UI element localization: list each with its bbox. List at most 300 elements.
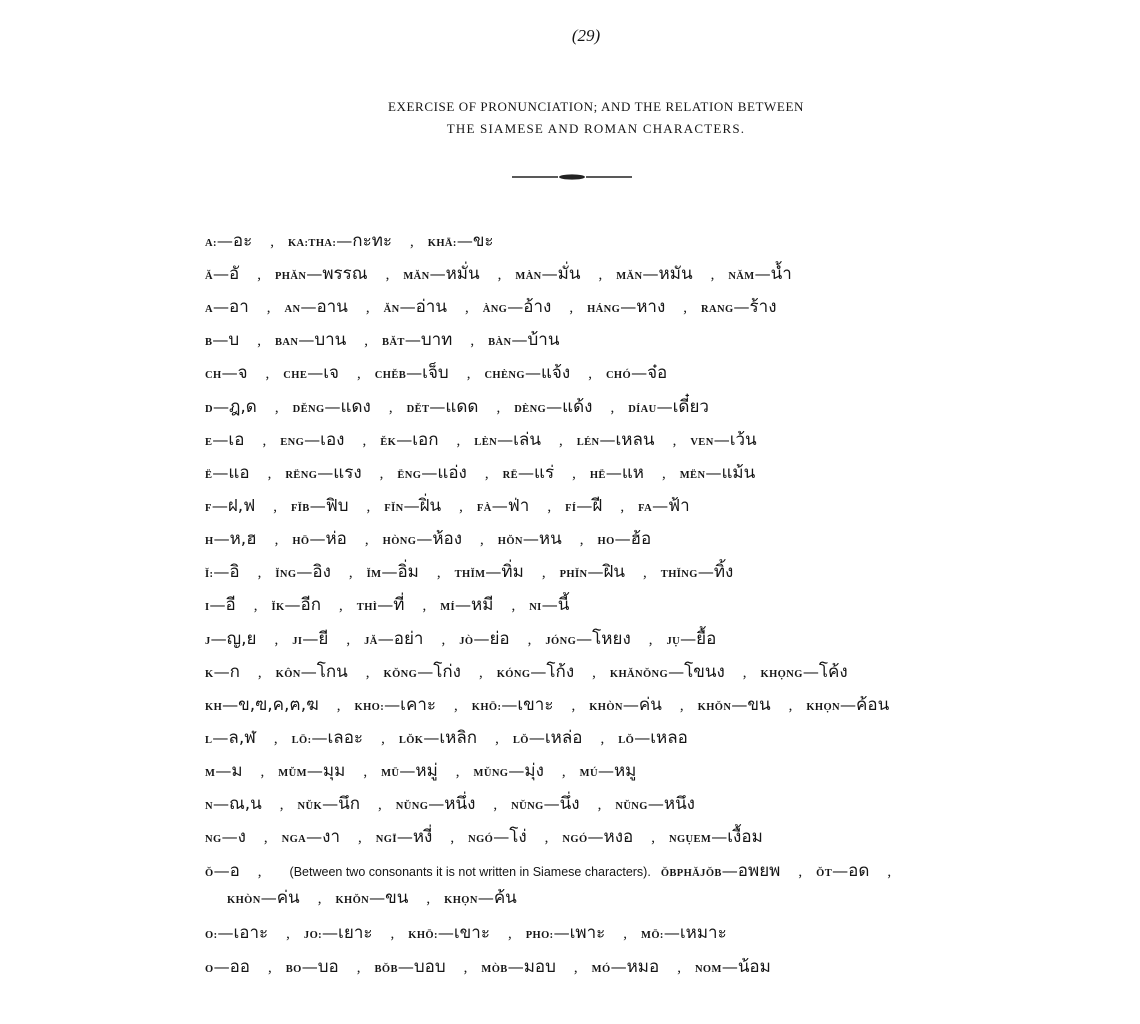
- pronunciation-row: [205, 657, 856, 687]
- siamese-spelling: ม: [231, 761, 243, 781]
- roman-spelling: AN: [284, 304, 301, 315]
- siamese-spelling: อี: [225, 595, 236, 615]
- em-dash: —: [211, 496, 228, 515]
- entry: [526, 918, 606, 951]
- roman-spelling: ĂN: [383, 304, 400, 315]
- comma-separator: ,: [588, 366, 592, 382]
- siamese-spelling: ค่น: [638, 695, 662, 715]
- comma-separator: ,: [270, 234, 274, 250]
- roman-spelling: K: [205, 669, 214, 680]
- entry: [514, 392, 592, 425]
- siamese-spelling: พรรณ: [322, 264, 368, 284]
- roman-spelling: FĬN: [384, 503, 404, 514]
- em-dash: —: [301, 957, 318, 976]
- em-dash: —: [221, 827, 238, 846]
- siamese-spelling: เหมาะ: [679, 923, 727, 943]
- entry: [701, 292, 777, 325]
- em-dash: —: [309, 496, 326, 515]
- siamese-spelling: ทิ้ง: [713, 562, 734, 582]
- roman-spelling: E: [205, 437, 213, 448]
- roman-spelling: D: [205, 404, 213, 415]
- siamese-spelling: อีก: [300, 595, 322, 615]
- roman-spelling: ËNG: [397, 470, 422, 481]
- roman-spelling: ĬNG: [275, 569, 297, 580]
- siamese-spelling: ยื้อ: [696, 629, 717, 649]
- comma-separator: ,: [357, 366, 361, 382]
- em-dash: —: [377, 595, 394, 614]
- entry: [205, 259, 239, 292]
- em-dash: —: [397, 957, 414, 976]
- comma-separator: ,: [441, 632, 446, 648]
- roman-spelling: N: [205, 801, 213, 812]
- pronunciation-row: [205, 358, 675, 388]
- entry: [288, 226, 392, 259]
- siamese-spelling: ล,ฬ: [228, 728, 256, 748]
- siamese-spelling: เงื้อม: [727, 827, 763, 847]
- entry: [205, 392, 257, 425]
- entry: [367, 557, 419, 590]
- entry: [205, 425, 244, 458]
- entry: [275, 325, 346, 358]
- em-dash: —: [421, 463, 438, 482]
- comma-separator: ,: [253, 598, 258, 614]
- entry: [638, 491, 690, 524]
- siamese-spelling: ฟ่า: [507, 496, 530, 516]
- siamese-spelling: แอ: [228, 463, 250, 483]
- pronunciation-row: [205, 756, 644, 786]
- em-dash: —: [642, 264, 659, 283]
- comma-separator: ,: [887, 864, 892, 880]
- em-dash: —: [599, 430, 616, 449]
- siamese-spelling: อิง: [312, 562, 331, 582]
- entry: [375, 952, 446, 985]
- em-dash: —: [456, 231, 473, 250]
- entry: [382, 325, 452, 358]
- comma-separator: ,: [620, 499, 625, 515]
- roman-spelling: CHÈNG: [484, 370, 525, 381]
- comma-separator: ,: [273, 731, 278, 747]
- entry: [271, 590, 321, 623]
- entry: [292, 723, 363, 756]
- em-dash: —: [222, 695, 239, 714]
- em-dash: —: [212, 330, 229, 349]
- comma-separator: ,: [558, 433, 563, 449]
- roman-spelling: NGÓ: [562, 834, 588, 845]
- roman-spelling: DÍAU: [628, 404, 657, 415]
- em-dash: —: [541, 595, 558, 614]
- page-number: (29): [571, 26, 601, 45]
- comma-separator: ,: [257, 565, 262, 581]
- roman-spelling: MÀN: [515, 271, 542, 282]
- comma-separator: ,: [348, 565, 353, 581]
- siamese-spelling: เว้น: [729, 430, 757, 450]
- em-dash: —: [417, 662, 434, 681]
- siamese-spelling: แอ่ง: [437, 463, 467, 483]
- page-title-line-1: EXERCISE OF PRONUNCIATION; AND THE RELATION BETWEEN: [387, 99, 804, 114]
- em-dash: —: [576, 629, 593, 648]
- siamese-spelling: หมู่: [415, 761, 438, 781]
- roman-spelling: BĂT: [382, 337, 405, 348]
- pronunciation-row: [205, 292, 785, 322]
- em-dash: —: [528, 728, 545, 747]
- siamese-spelling: ญ,ย: [226, 629, 257, 649]
- em-dash: —: [711, 827, 728, 846]
- comma-separator: ,: [381, 731, 385, 747]
- roman-spelling: O:: [205, 930, 218, 941]
- entry: [610, 657, 725, 690]
- em-dash: —: [622, 695, 639, 714]
- em-dash: —: [507, 297, 524, 316]
- siamese-spelling: ฮ้อ: [630, 529, 652, 549]
- entry: [590, 458, 644, 491]
- siamese-spelling: เล่น: [513, 430, 541, 450]
- roman-spelling: NĂM: [728, 271, 755, 282]
- em-dash: —: [840, 695, 857, 714]
- comma-separator: ,: [600, 731, 605, 747]
- siamese-spelling: เยาะ: [338, 923, 373, 943]
- comma-separator: ,: [598, 267, 603, 283]
- comma-separator: ,: [286, 926, 290, 942]
- siamese-spelling: ออ: [229, 957, 250, 977]
- entry: [477, 491, 529, 524]
- em-dash: —: [429, 397, 446, 416]
- siamese-spelling: โง่: [509, 827, 527, 847]
- em-dash: —: [802, 662, 819, 681]
- roman-spelling: ĬK: [271, 602, 285, 613]
- em-dash: —: [403, 496, 420, 515]
- entry: [455, 557, 524, 590]
- roman-spelling: KHÒN: [589, 702, 623, 713]
- roman-spelling: MĂN: [616, 271, 643, 282]
- comma-separator: ,: [623, 926, 628, 942]
- entry: [616, 259, 692, 292]
- roman-spelling: MŬNG: [473, 768, 509, 779]
- entry: [205, 789, 262, 822]
- siamese-spelling: ฝ,ฟ: [227, 496, 256, 516]
- entry: [428, 226, 494, 259]
- entry: [292, 524, 347, 557]
- roman-spelling: Ë: [205, 470, 213, 481]
- roman-spelling: CHĔB: [374, 370, 407, 381]
- roman-spelling: ENG: [280, 437, 305, 448]
- comma-separator: ,: [679, 698, 684, 714]
- entry: [669, 822, 763, 855]
- entry: [513, 723, 583, 756]
- comma-separator: ,: [410, 234, 414, 250]
- em-dash: —: [663, 923, 680, 942]
- entry: [407, 392, 479, 425]
- comma-separator: ,: [610, 400, 615, 416]
- em-dash: —: [610, 957, 627, 976]
- entry: [589, 690, 662, 723]
- em-dash: —: [212, 264, 229, 283]
- em-dash: —: [614, 529, 631, 548]
- roman-spelling: ĔK: [380, 437, 397, 448]
- em-dash: —: [485, 562, 502, 581]
- pronunciation-row: [205, 856, 905, 886]
- comma-separator: ,: [651, 830, 655, 846]
- comma-separator: ,: [426, 891, 431, 907]
- roman-spelling: NGÓ: [468, 834, 494, 845]
- entry: [577, 425, 655, 458]
- em-dash: —: [284, 595, 301, 614]
- siamese-spelling: อพยพ: [737, 861, 781, 881]
- comma-separator: ,: [466, 366, 471, 382]
- roman-spelling: LŎK: [398, 735, 424, 746]
- comma-separator: ,: [267, 466, 272, 482]
- roman-spelling: THÌ: [356, 602, 378, 613]
- em-dash: —: [680, 629, 697, 648]
- roman-spelling: MŪ: [381, 768, 400, 779]
- entry: [357, 590, 405, 623]
- siamese-spelling: ขน: [747, 695, 771, 715]
- comma-separator: ,: [579, 532, 584, 548]
- comma-separator: ,: [484, 466, 489, 482]
- entry: [205, 458, 250, 491]
- comma-separator: ,: [450, 830, 455, 846]
- roman-spelling: MĂN: [403, 271, 430, 282]
- entry: [205, 952, 250, 985]
- pronunciation-row: [205, 325, 567, 355]
- siamese-spelling: ขน: [385, 888, 409, 908]
- siamese-spelling: หงี่: [412, 827, 433, 847]
- entry: [355, 690, 436, 723]
- em-dash: —: [477, 888, 494, 907]
- siamese-spelling: เอ: [228, 430, 245, 450]
- comma-separator: ,: [643, 565, 647, 581]
- siamese-spelling: นึ่ง: [559, 794, 580, 814]
- entry: [695, 952, 771, 985]
- comma-separator: ,: [274, 532, 279, 548]
- comma-separator: ,: [263, 830, 268, 846]
- entry: [285, 458, 361, 491]
- entry: [205, 325, 239, 358]
- pronunciation-row: [205, 458, 763, 488]
- roman-spelling: B: [205, 337, 213, 348]
- comma-separator: ,: [672, 433, 677, 449]
- page-title-line-2: THE SIAMESE AND ROMAN CHARACTERS.: [446, 121, 746, 136]
- siamese-spelling: หมัน: [658, 264, 693, 284]
- comma-separator: ,: [463, 960, 468, 976]
- roman-spelling: NGA: [281, 834, 307, 845]
- comma-separator: ,: [388, 400, 393, 416]
- comma-separator: ,: [493, 797, 498, 813]
- roman-spelling: NŬNG: [615, 801, 648, 812]
- pronunciation-row: [205, 226, 502, 256]
- comma-separator: ,: [455, 764, 460, 780]
- siamese-spelling: บอบ: [413, 957, 446, 977]
- em-dash: —: [399, 761, 416, 780]
- siamese-spelling: ห้อง: [432, 529, 463, 549]
- siamese-spelling: น้ำ: [770, 264, 792, 284]
- siamese-spelling: นึก: [338, 794, 360, 814]
- comma-separator: ,: [527, 632, 532, 648]
- siamese-spelling: มอบ: [523, 957, 556, 977]
- pronunciation-row: [205, 392, 717, 422]
- comma-separator: ,: [544, 830, 549, 846]
- comma-separator: ,: [265, 366, 270, 382]
- siamese-spelling: โก้ง: [546, 662, 575, 682]
- roman-spelling: Ă: [205, 271, 213, 282]
- siamese-spelling: แดด: [445, 397, 479, 417]
- roman-spelling: CHÓ: [605, 370, 632, 381]
- em-dash: —: [517, 463, 534, 482]
- em-dash: —: [213, 861, 230, 880]
- siamese-spelling: มั่น: [557, 264, 581, 284]
- entry: [618, 723, 688, 756]
- em-dash: —: [754, 264, 771, 283]
- entry: [444, 883, 517, 916]
- roman-spelling: THĬNG: [660, 569, 698, 580]
- siamese-spelling: นี้: [557, 595, 570, 615]
- roman-spelling: KÔN: [275, 669, 301, 680]
- comma-separator: ,: [365, 300, 370, 316]
- siamese-spelling: แดง: [340, 397, 371, 417]
- roman-spelling: RË: [502, 470, 518, 481]
- entry: [383, 524, 462, 557]
- em-dash: —: [530, 662, 547, 681]
- roman-spelling: ŎBPHĂJŎB: [660, 868, 722, 879]
- siamese-spelling: ฝี: [592, 496, 603, 516]
- siamese-spelling: อ้าง: [523, 297, 552, 317]
- em-dash: —: [300, 297, 317, 316]
- em-dash: —: [507, 957, 524, 976]
- entry: [680, 458, 756, 491]
- roman-spelling: KHĂNŎNG: [609, 669, 669, 680]
- em-dash: —: [832, 861, 849, 880]
- comma-separator: ,: [661, 466, 666, 482]
- comma-separator: ,: [274, 400, 279, 416]
- entry: [474, 756, 544, 789]
- roman-spelling: ŎT: [816, 868, 833, 879]
- entry: [205, 723, 256, 756]
- entry: [380, 425, 438, 458]
- em-dash: —: [541, 264, 558, 283]
- roman-spelling: PHO:: [525, 930, 554, 941]
- siamese-spelling: อด: [848, 861, 870, 881]
- roman-spelling: DĔT: [406, 404, 430, 415]
- comma-separator: ,: [573, 960, 578, 976]
- entry: [562, 822, 633, 855]
- roman-spelling: LŎ: [512, 735, 529, 746]
- entry: [205, 524, 257, 557]
- comma-separator: ,: [497, 267, 502, 283]
- roman-spelling: KHŎN: [335, 895, 370, 906]
- comma-separator: ,: [592, 665, 596, 681]
- comma-separator: ,: [742, 665, 747, 681]
- em-dash: —: [309, 529, 326, 548]
- comma-separator: ,: [339, 598, 343, 614]
- em-dash: —: [497, 430, 514, 449]
- roman-spelling: NOM: [694, 964, 722, 975]
- em-dash: —: [668, 662, 685, 681]
- comma-separator: ,: [378, 797, 382, 813]
- entry: [205, 822, 246, 855]
- entry: [384, 657, 461, 690]
- entry: [728, 259, 791, 292]
- entry: [503, 458, 554, 491]
- entry: [205, 491, 255, 524]
- ornament-divider: [510, 172, 634, 182]
- em-dash: —: [731, 695, 748, 714]
- entry: [304, 918, 373, 951]
- em-dash: —: [381, 562, 398, 581]
- roman-spelling: ÀNG: [482, 304, 508, 315]
- em-dash: —: [705, 463, 722, 482]
- siamese-spelling: หมู: [613, 761, 637, 781]
- siamese-spelling: เลอะ: [327, 728, 364, 748]
- comma-separator: ,: [572, 466, 576, 482]
- entry: [587, 292, 665, 325]
- em-dash: —: [298, 330, 315, 349]
- entry: [376, 822, 433, 855]
- entry: [292, 624, 328, 657]
- comma-separator: ,: [677, 960, 681, 976]
- entry: [580, 756, 637, 789]
- em-dash: —: [437, 923, 454, 942]
- siamese-spelling: จ: [237, 363, 248, 383]
- em-dash: —: [212, 463, 229, 482]
- comma-separator: ,: [480, 532, 484, 548]
- entry: [283, 358, 339, 391]
- em-dash: —: [209, 595, 226, 614]
- siamese-spelling: ฟิบ: [325, 496, 349, 516]
- comma-separator: ,: [260, 764, 265, 780]
- roman-spelling: A: [205, 304, 213, 315]
- entry: [690, 425, 756, 458]
- roman-spelling: Ĭ:: [205, 569, 214, 580]
- em-dash: —: [322, 794, 339, 813]
- roman-spelling: MŌ:: [641, 930, 664, 941]
- roman-spelling: KÓNG: [496, 669, 531, 680]
- comma-separator: ,: [422, 598, 427, 614]
- em-dash: —: [605, 463, 622, 482]
- roman-spelling: JÒ: [459, 636, 474, 647]
- comma-separator: ,: [364, 532, 369, 548]
- siamese-spelling: บาท: [420, 330, 453, 350]
- comma-separator: ,: [547, 499, 552, 515]
- roman-spelling: NŬNG: [395, 801, 429, 812]
- comma-separator: ,: [364, 333, 369, 349]
- siamese-spelling: อาน: [316, 297, 348, 317]
- pronunciation-row: [205, 491, 698, 521]
- pronunciation-row: [205, 822, 771, 852]
- entry: [205, 624, 257, 657]
- entry: [497, 657, 574, 690]
- roman-spelling: MÒB: [481, 964, 508, 975]
- entry: [468, 822, 527, 855]
- siamese-spelling: ง: [237, 827, 246, 847]
- siamese-spelling: อ่าน: [415, 297, 447, 317]
- em-dash: —: [652, 496, 669, 515]
- comma-separator: ,: [507, 926, 512, 942]
- pronunciation-row: [205, 524, 659, 554]
- roman-spelling: MÓ: [591, 964, 611, 975]
- entry: [484, 358, 570, 391]
- entry: [399, 723, 477, 756]
- roman-spelling: LÉN: [576, 437, 600, 448]
- em-dash: —: [587, 827, 604, 846]
- comma-separator: ,: [317, 891, 322, 907]
- comma-separator: ,: [257, 267, 261, 283]
- siamese-spelling: ฝิ่น: [419, 496, 442, 516]
- roman-spelling: KHŌ:: [471, 702, 502, 713]
- entry: [384, 292, 447, 325]
- comma-separator: ,: [390, 926, 395, 942]
- comma-separator: ,: [710, 267, 715, 283]
- em-dash: —: [396, 430, 413, 449]
- entry: [498, 524, 562, 557]
